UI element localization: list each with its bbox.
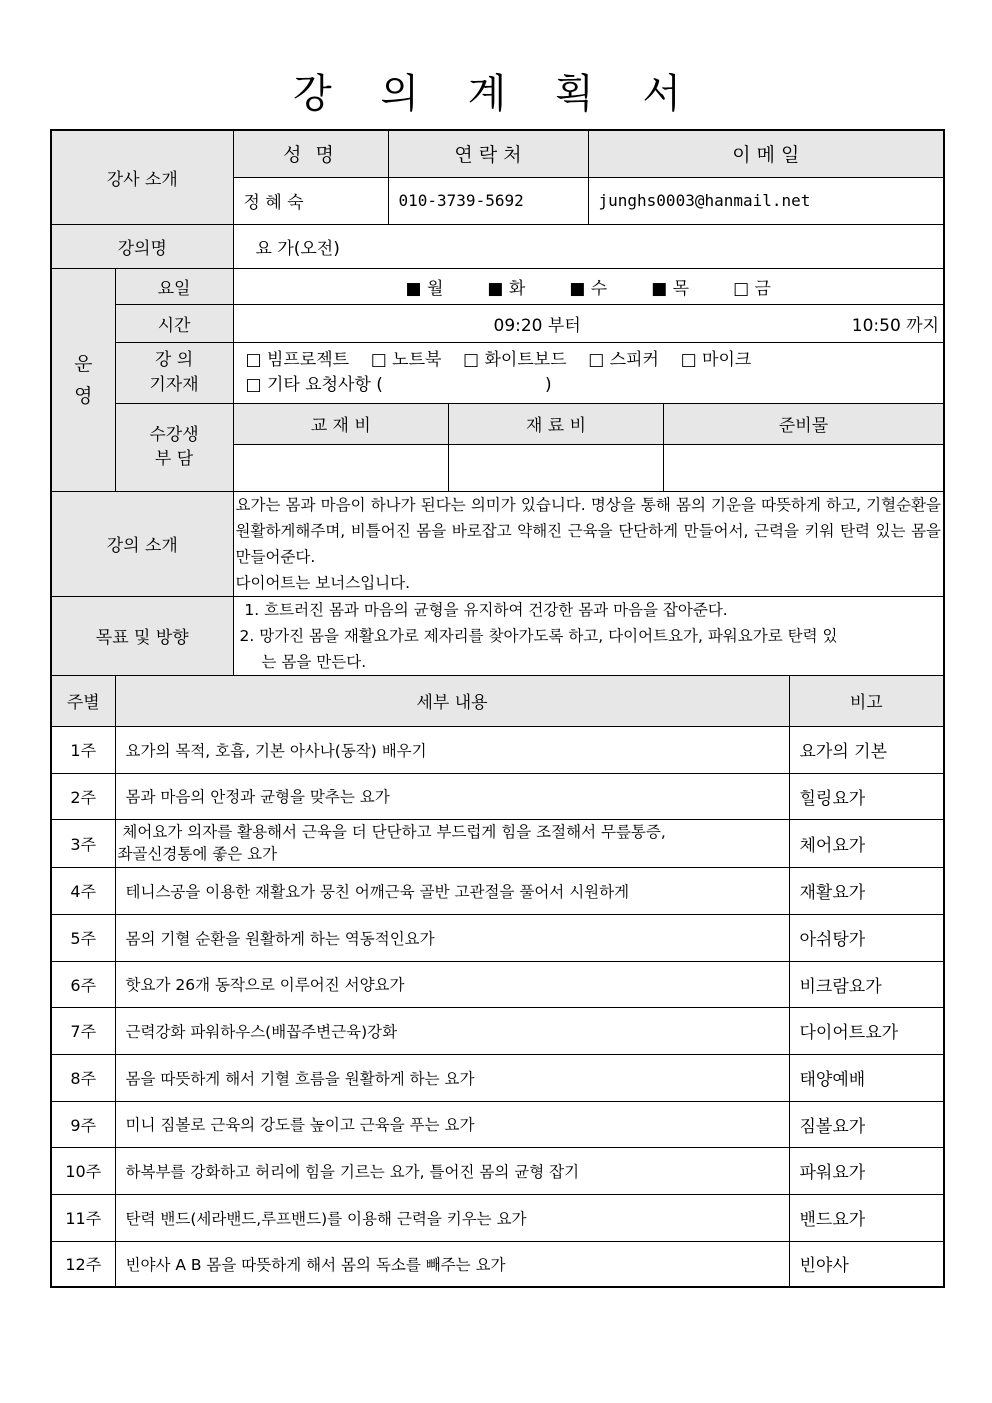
content-line-2: 좌골신경통에 좋은 요가 — [117, 845, 278, 863]
note-cell: 비크람요가 — [789, 961, 944, 1007]
week-cell: 7주 — [51, 1007, 115, 1054]
content-cell: 몸의 기혈 순환을 원활하게 하는 역동적인요가 — [115, 914, 789, 961]
table-row — [51, 1194, 944, 1241]
note-cell: 요가의 기본 — [789, 726, 944, 773]
student-cost-label: 수강생 부 담 — [115, 403, 233, 491]
intro-label: 강의 소개 — [51, 491, 233, 596]
equipment-options — [233, 342, 944, 403]
content-cell: 몸과 마음의 안정과 균형을 맞추는 요가 — [115, 773, 789, 819]
week-cell: 10주 — [51, 1147, 115, 1194]
table-row — [51, 1054, 944, 1101]
textbook-fee-header: 교 재 비 — [234, 404, 449, 445]
student-cost-grid — [233, 403, 944, 491]
week-cell: 4주 — [51, 867, 115, 914]
table-row — [51, 961, 944, 1007]
week-cell: 5주 — [51, 914, 115, 961]
table-row — [51, 1147, 944, 1194]
content-cell: 빈야사 A B 몸을 따뜻하게 해서 몸의 독소를 빼주는 요가 — [115, 1241, 789, 1287]
day-checkboxes — [233, 268, 944, 304]
content-cell: 하복부를 강화하고 허리에 힘을 기르는 요가, 틀어진 몸의 균형 잡기 — [115, 1147, 789, 1194]
intro-paragraph: 요가는 몸과 마음이 하나가 된다는 의미가 있습니다. 명상을 통해 몸의 기운을 따뜻하게 하고, 기혈순환을 원활하게해주며, 비틀어진 몸을 바로잡고 약해진 근육을 단단하게 만들어서, 근력을 키워 탄력 있는 몸을 만들어준다. — [235, 495, 942, 566]
note-cell: 재활요가 — [789, 867, 944, 914]
time-range — [233, 304, 944, 342]
email-header: 이 메 일 — [588, 130, 944, 177]
time-start: 09:20 부터 — [493, 315, 581, 336]
goals-label: 목표 및 방향 — [51, 596, 233, 675]
content-cell — [115, 819, 789, 867]
instructor-phone: 010-3739-5692 — [388, 177, 588, 224]
day-tue[interactable]: ■ 화 — [487, 278, 526, 299]
instructor-email: junghs0003@hanmail.net — [588, 177, 944, 224]
intro-paragraph-2: 다이어트는 보너스입니다. — [235, 573, 411, 592]
week-cell: 3주 — [51, 819, 115, 867]
table-row — [51, 1101, 944, 1147]
content-cell: 근력강화 파워하우스(배꼽주변근육)강화 — [115, 1007, 789, 1054]
name-header: 성 명 — [233, 130, 388, 177]
table-row — [51, 867, 944, 914]
phone-header: 연 락 처 — [388, 130, 588, 177]
content-header: 세부 내용 — [115, 675, 789, 726]
day-label: 요일 — [115, 268, 233, 304]
supplies-header: 준비물 — [664, 404, 944, 445]
document-title: 강 의 계 획 서 — [292, 71, 700, 117]
goals-text — [233, 596, 944, 675]
note-cell: 밴드요가 — [789, 1194, 944, 1241]
course-name: 요 가(오전) — [233, 224, 944, 268]
week-cell: 12주 — [51, 1241, 115, 1287]
table-row — [51, 914, 944, 961]
content-cell: 미니 짐볼로 근육의 강도를 높이고 근육을 푸는 요가 — [115, 1101, 789, 1147]
note-cell: 아쉬탕가 — [789, 914, 944, 961]
content-cell: 몸을 따뜻하게 해서 기혈 흐름을 원활하게 하는 요가 — [115, 1054, 789, 1101]
supplies-value[interactable] — [664, 445, 944, 491]
week-cell: 11주 — [51, 1194, 115, 1241]
equipment-line-1[interactable]: □ 빔프로젝트 □ 노트북 □ 화이트보드 □ 스피커 □ 마이크 — [245, 349, 752, 370]
day-wed[interactable]: ■ 수 — [569, 278, 608, 299]
note-cell: 다이어트요가 — [789, 1007, 944, 1054]
time-label: 시간 — [115, 304, 233, 342]
note-cell: 체어요가 — [789, 819, 944, 867]
table-row — [51, 1241, 944, 1287]
equipment-label: 강 의 기자재 — [115, 342, 233, 403]
instructor-name: 정 혜 숙 — [233, 177, 388, 224]
goal-line-3: 는 몸을 만든다. — [261, 652, 367, 671]
course-label: 강의명 — [51, 224, 233, 268]
note-cell: 파워요가 — [789, 1147, 944, 1194]
note-cell: 짐볼요가 — [789, 1101, 944, 1147]
content-cell: 탄력 밴드(세라밴드,루프밴드)를 이용해 근력을 키우는 요가 — [115, 1194, 789, 1241]
lecture-plan-table — [50, 129, 943, 1285]
table-row — [51, 1007, 944, 1054]
equipment-line-2[interactable]: □ 기타 요청사항 ( ) — [245, 374, 552, 395]
material-fee-value[interactable] — [449, 445, 664, 491]
operation-label: 운 영 — [51, 268, 115, 491]
content-cell: 요가의 목적, 호흡, 기본 아사나(동작) 배우기 — [115, 726, 789, 773]
intro-text — [233, 491, 944, 596]
table-row — [51, 726, 944, 773]
instructor-section-label: 강사 소개 — [51, 130, 233, 224]
note-cell: 빈야사 — [789, 1241, 944, 1287]
note-cell: 힐링요가 — [789, 773, 944, 819]
material-fee-header: 재 료 비 — [449, 404, 664, 445]
time-end: 10:50 까지 — [851, 315, 940, 336]
table-row — [51, 773, 944, 819]
note-header: 비고 — [789, 675, 944, 726]
content-line-1: 체어요가 의자를 활용해서 근육을 더 단단하고 부드럽게 힘을 조절해서 무릎통증, — [117, 823, 666, 841]
week-cell: 1주 — [51, 726, 115, 773]
note-cell: 태양예배 — [789, 1054, 944, 1101]
day-fri[interactable]: □ 금 — [733, 278, 771, 299]
content-cell: 테니스공을 이용한 재활요가 뭉친 어깨근육 골반 고관절을 풀어서 시원하게 — [115, 867, 789, 914]
day-thu[interactable]: ■ 목 — [651, 278, 690, 299]
week-cell: 8주 — [51, 1054, 115, 1101]
goal-line-1: 1. 흐트러진 몸과 마음의 균형을 유지하여 건강한 몸과 마음을 잡아준다. — [239, 600, 728, 619]
goal-line-2: 2. 망가진 몸을 재활요가로 제자리를 찾아가도록 하고, 다이어트요가, 파워요가로 탄력 있 — [239, 626, 838, 645]
week-header: 주별 — [51, 675, 115, 726]
week-cell: 9주 — [51, 1101, 115, 1147]
table-row — [51, 819, 944, 867]
content-cell: 핫요가 26개 동작으로 이루어진 서양요가 — [115, 961, 789, 1007]
week-cell: 6주 — [51, 961, 115, 1007]
week-cell: 2주 — [51, 773, 115, 819]
day-mon[interactable]: ■ 월 — [405, 278, 444, 299]
textbook-fee-value[interactable] — [234, 445, 449, 491]
